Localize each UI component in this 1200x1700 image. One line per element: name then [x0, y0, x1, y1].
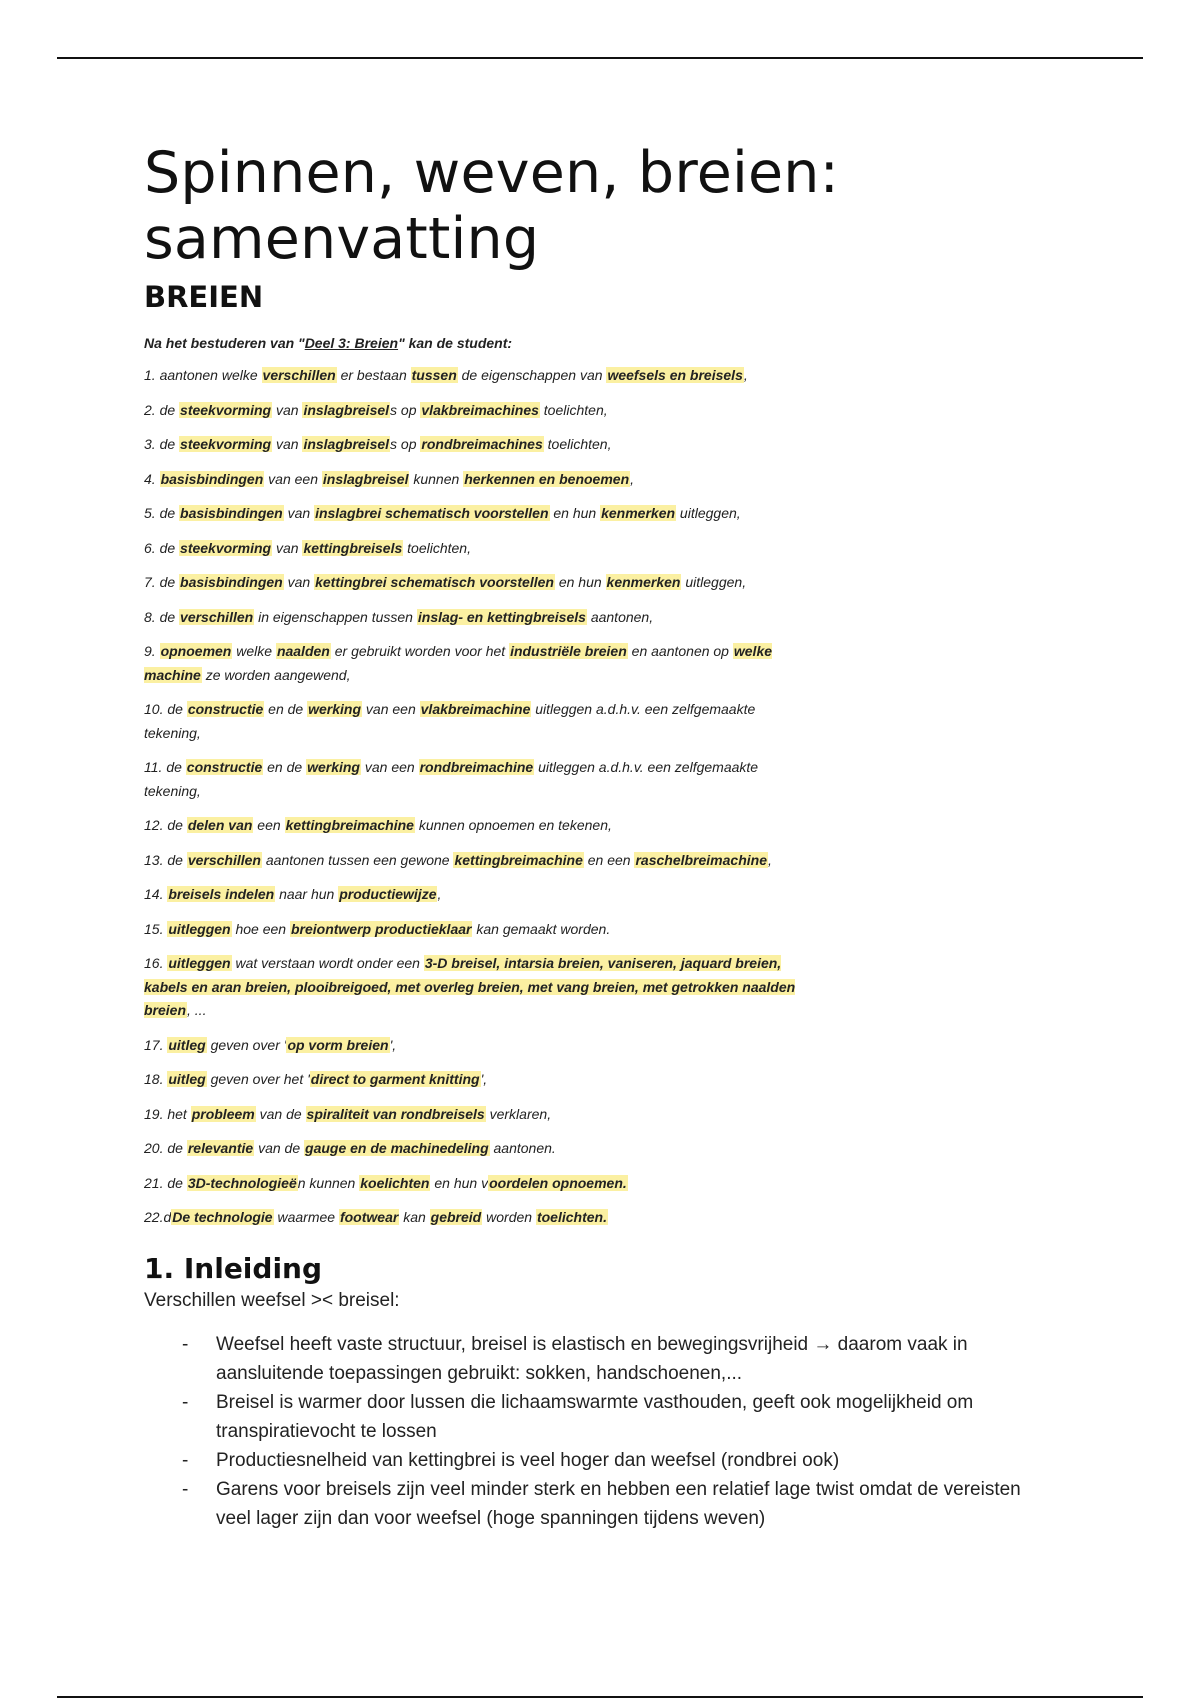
- objective-text: van: [272, 539, 303, 556]
- objective-text: er gebruikt worden voor het: [330, 643, 510, 659]
- subheading-verschillen: Verschillen weefsel >< breisel:: [144, 1289, 400, 1311]
- list-item-text: Garens voor breisels zijn veel minder sterk en hebben een relatief lage twist omdat de vereisten veel lager zijn dan voor weefsel (hoge spanningen tijdens weven): [216, 1478, 1021, 1529]
- highlighted-text: delen van: [187, 817, 253, 833]
- objective-text: geven over ': [206, 1036, 287, 1053]
- highlighted-text: constructie: [186, 759, 263, 775]
- objective-item: [144, 1068, 804, 1092]
- objective-text: uitleggen a.d.h.v. een zelfgemaakte tekening,: [144, 701, 756, 741]
- objective-text: van: [283, 505, 315, 521]
- objective-item: [144, 1103, 804, 1127]
- objective-text: ze worden aangewend,: [201, 666, 351, 683]
- objective-item: [144, 918, 804, 942]
- highlighted-text: steekvorming: [180, 539, 272, 556]
- bullet-dash: -: [182, 1449, 189, 1471]
- objective-item: [144, 883, 804, 907]
- list-item: [144, 1446, 1026, 1475]
- objective-text: 3. de: [144, 436, 180, 452]
- objective-text: 20. de: [144, 1140, 187, 1156]
- objective-text: kunnen opnoemen en tekenen,: [414, 817, 612, 833]
- highlighted-text: welke machine: [144, 643, 773, 683]
- objective-text: waarmee: [273, 1209, 339, 1225]
- objective-text: geven over het ': [206, 1071, 310, 1087]
- objective-text: in eigenschappen tussen: [254, 608, 417, 625]
- objective-item: [144, 606, 804, 630]
- highlighted-text: inslag- en kettingbreisels: [417, 608, 586, 625]
- document-title: Spinnen, weven, breien: samenvatting: [144, 140, 840, 272]
- document-page: [144, 140, 1064, 1533]
- highlighted-text: uitleggen: [168, 955, 231, 971]
- highlighted-text: probleem: [191, 1105, 255, 1122]
- objective-text: 22.d: [144, 1209, 172, 1225]
- objective-text: van: [272, 401, 303, 418]
- highlighted-text: kettingbrei schematisch voorstellen: [315, 574, 554, 590]
- objectives-intro-end: " kan de student:: [398, 335, 513, 351]
- objective-text: 9.: [144, 643, 160, 659]
- bullet-dash: -: [182, 1478, 189, 1500]
- objective-item: [144, 364, 804, 388]
- highlighted-text: kettingbreimachine: [454, 851, 583, 868]
- highlighted-text: koelichten: [360, 1174, 430, 1191]
- objective-item: [144, 640, 804, 687]
- heading-inleiding: 1. Inleiding: [144, 1251, 323, 1285]
- objective-text: en hun: [549, 505, 601, 521]
- highlighted-text: constructie: [187, 701, 264, 717]
- objective-text: kan: [399, 1209, 430, 1225]
- objective-text: 14.: [144, 886, 168, 902]
- highlighted-text: toelichten.: [536, 1209, 607, 1225]
- highlighted-text: gauge en de machinedeling: [305, 1140, 489, 1156]
- highlighted-text: De technologie: [172, 1209, 273, 1225]
- highlighted-text: vlakbreimachine: [420, 701, 531, 717]
- objective-text: 5. de: [144, 505, 180, 521]
- objective-text: ,: [437, 886, 442, 902]
- objectives-intro: [144, 334, 804, 352]
- highlighted-text: rondbreimachine: [419, 759, 534, 775]
- objective-text: van de: [254, 1140, 305, 1156]
- objective-text: ,: [743, 367, 748, 383]
- objectives-intro-link: Deel 3: Breien: [304, 335, 399, 351]
- objective-text: uitleggen,: [676, 505, 741, 521]
- objective-item: [144, 814, 804, 838]
- objective-item: [144, 1034, 804, 1058]
- objective-text: ,: [630, 470, 635, 487]
- objective-item: [144, 756, 804, 803]
- highlighted-text: op vorm breien: [287, 1036, 389, 1053]
- highlighted-text: inslagbreisel: [303, 436, 390, 452]
- objective-text: en de: [263, 759, 307, 775]
- objective-text: worden: [482, 1209, 536, 1225]
- bullet-dash: -: [182, 1391, 189, 1413]
- highlighted-text: verschillen: [187, 851, 261, 868]
- objective-text: van: [272, 436, 303, 452]
- objective-item: [144, 849, 804, 873]
- highlighted-text: uitleg: [168, 1071, 206, 1087]
- objective-text: 13. de: [144, 851, 187, 868]
- objective-item: [144, 1172, 804, 1196]
- objective-item: [144, 698, 804, 745]
- objective-item: [144, 571, 804, 595]
- list-item: [144, 1330, 1026, 1388]
- highlighted-text: breiontwerp productieklaar: [290, 920, 472, 937]
- objective-text: 15.: [144, 920, 168, 937]
- objective-item: [144, 502, 804, 526]
- differences-list: [144, 1330, 1064, 1533]
- highlighted-text: opnoemen: [160, 643, 232, 659]
- highlighted-text: oordelen opnoemen.: [489, 1174, 627, 1191]
- objective-text: van een: [362, 701, 420, 717]
- list-item-text: Productiesnelheid van kettingbrei is veel hoger dan weefsel (rondbrei ook): [216, 1449, 840, 1471]
- objective-text: ,: [767, 851, 772, 868]
- objective-text: kan gemaakt worden.: [472, 920, 611, 937]
- highlighted-text: verschillen: [180, 608, 254, 625]
- list-item-text: Breisel is warmer door lussen die lichaamswarmte vasthouden, geeft ook mogelijkheid om transpiratievocht te lossen: [216, 1391, 974, 1442]
- objective-text: hoe een: [231, 920, 290, 937]
- objective-text: uitleggen,: [681, 574, 747, 590]
- highlighted-text: rondbreimachines: [421, 436, 543, 452]
- objective-text: s op: [390, 401, 421, 418]
- objective-item: [144, 537, 804, 561]
- objective-text: verklaren,: [485, 1105, 552, 1122]
- objective-item: [144, 1137, 804, 1161]
- highlighted-text: kenmerken: [606, 574, 681, 590]
- highlighted-text: werking: [308, 701, 362, 717]
- objective-text: ',: [480, 1071, 488, 1087]
- highlighted-text: uitleggen: [168, 920, 231, 937]
- objective-text: 2. de: [144, 401, 180, 418]
- objective-text: van de: [255, 1105, 306, 1122]
- objective-text: 6. de: [144, 539, 180, 556]
- objective-text: van: [283, 574, 315, 590]
- objective-text: van een: [360, 759, 419, 775]
- objective-text: 11. de: [144, 759, 186, 775]
- highlighted-text: basisbindingen: [180, 505, 283, 521]
- highlighted-text: werking: [307, 759, 360, 775]
- objective-text: van een: [264, 470, 322, 487]
- highlighted-text: inslagbrei schematisch voorstellen: [315, 505, 549, 521]
- objectives-list: [144, 364, 804, 1230]
- objective-text: toelichten,: [539, 401, 608, 418]
- objective-text: uitleggen a.d.h.v. een zelfgemaakte tekening,: [144, 759, 759, 799]
- highlighted-text: inslagbreisel: [303, 401, 390, 418]
- objective-text: aantonen,: [586, 608, 654, 625]
- objective-text: kunnen: [409, 470, 464, 487]
- objective-text: aantonen tussen een gewone: [261, 851, 454, 868]
- objective-item: [144, 399, 804, 423]
- objective-text: aantonen.: [489, 1140, 556, 1156]
- highlighted-text: breisels indelen: [168, 886, 275, 902]
- highlighted-text: verschillen: [262, 367, 336, 383]
- objective-text: welke: [232, 643, 276, 659]
- highlighted-text: weefsels en breisels: [607, 367, 743, 383]
- highlighted-text: 3D-technologieë: [187, 1174, 297, 1191]
- highlighted-text: vlakbreimachines: [421, 401, 539, 418]
- objective-text: en de: [264, 701, 308, 717]
- highlighted-text: tussen: [411, 367, 457, 383]
- highlighted-text: uitleg: [168, 1036, 206, 1053]
- list-item: [144, 1475, 1026, 1533]
- highlighted-text: gebreid: [430, 1209, 482, 1225]
- objective-text: naar hun: [275, 886, 339, 902]
- highlighted-text: industriële breien: [510, 643, 627, 659]
- highlighted-text: inslagbreisel: [322, 470, 409, 487]
- highlighted-text: 3-D breisel, intarsia breien, vaniseren, jaquard breien, kabels en aran breien, plooibreigoed, met overleg breien, met vang breien, met getrokken naalden breien: [144, 955, 796, 1018]
- objective-text: en een: [583, 851, 635, 868]
- objective-text: s op: [390, 436, 421, 452]
- objective-text: 16.: [144, 955, 168, 971]
- objective-item: [144, 468, 804, 492]
- highlighted-text: raschelbreimachine: [635, 851, 767, 868]
- list-item: [144, 1388, 1026, 1446]
- objective-text: 12. de: [144, 817, 187, 833]
- highlighted-text: naalden: [276, 643, 330, 659]
- objective-text: ',: [389, 1036, 397, 1053]
- objective-text: 17.: [144, 1036, 168, 1053]
- objective-text: de eigenschappen van: [457, 367, 607, 383]
- objective-text: 7. de: [144, 574, 180, 590]
- highlighted-text: relevantie: [187, 1140, 254, 1156]
- objective-text: en hun: [554, 574, 606, 590]
- objective-text: er bestaan: [336, 367, 411, 383]
- objective-text: n kunnen: [297, 1174, 360, 1191]
- objective-text: wat verstaan wordt onder een: [231, 955, 424, 971]
- highlighted-text: herkennen en benoemen: [464, 470, 630, 487]
- highlighted-text: kettingbreimachine: [285, 817, 414, 833]
- objective-text: 4.: [144, 470, 160, 487]
- highlighted-text: steekvorming: [180, 436, 272, 452]
- highlighted-text: basisbindingen: [180, 574, 283, 590]
- objective-text: toelichten,: [543, 436, 612, 452]
- highlighted-text: productiewijze: [339, 886, 437, 902]
- highlighted-text: kettingbreisels: [303, 539, 403, 556]
- objective-text: 21. de: [144, 1174, 187, 1191]
- highlighted-text: basisbindingen: [160, 470, 264, 487]
- objective-text: 18.: [144, 1071, 168, 1087]
- objective-text: een: [253, 817, 285, 833]
- objective-item: [144, 1206, 804, 1230]
- highlighted-text: steekvorming: [180, 401, 272, 418]
- objective-text: , ...: [187, 1002, 207, 1018]
- objective-item: [144, 433, 804, 457]
- objective-item: [144, 952, 804, 1023]
- objective-text: toelichten,: [403, 539, 471, 556]
- objective-text: 8. de: [144, 608, 180, 625]
- bullet-dash: -: [182, 1333, 189, 1355]
- objectives-intro-text: Na het bestuderen van ": [144, 335, 305, 351]
- header-rule: [57, 57, 1143, 59]
- objective-text: 19. het: [144, 1105, 191, 1122]
- objective-text: 10. de: [144, 701, 187, 717]
- list-item-text: Weefsel heeft vaste structuur, breisel is elastisch en bewegingsvrijheid → daarom vaak in aansluitende toepassingen gebruikt: sokken, handschoenen,...: [216, 1333, 968, 1384]
- footer-rule: [57, 1696, 1143, 1698]
- highlighted-text: kenmerken: [601, 505, 676, 521]
- objective-text: en hun v: [430, 1174, 489, 1191]
- highlighted-text: footwear: [339, 1209, 399, 1225]
- learning-objectives: [144, 334, 804, 1230]
- objective-text: 1. aantonen welke: [144, 367, 262, 383]
- objective-text: en aantonen op: [627, 643, 733, 659]
- highlighted-text: direct to garment knitting: [310, 1071, 480, 1087]
- highlighted-text: spiraliteit van rondbreisels: [306, 1105, 485, 1122]
- section-title-breien: BREIEN: [144, 280, 264, 314]
